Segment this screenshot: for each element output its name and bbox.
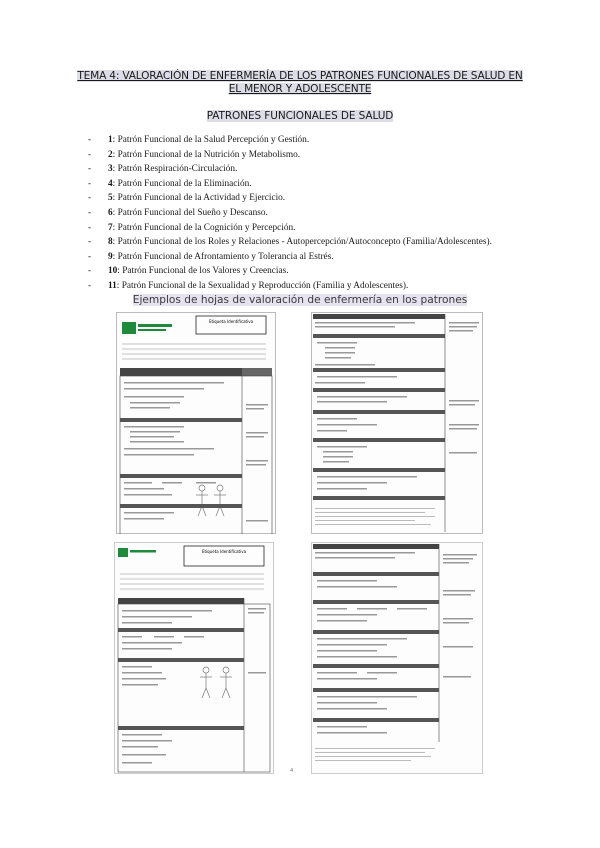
assessment-form-thumbnail-4 (311, 542, 483, 774)
assessment-form-thumbnail-3 (114, 542, 274, 774)
list-item (88, 162, 568, 177)
list-item (88, 133, 568, 148)
list-item (88, 264, 568, 279)
examples-caption (0, 294, 600, 306)
pattern-number: 6 (108, 207, 113, 218)
pattern-text: : Patrón Funcional de la Cognición y Percepción. (112, 222, 296, 233)
list-item (88, 148, 568, 163)
section-subtitle (0, 110, 600, 122)
pattern-text: : Patrón Funcional del Sueño y Descanso. (112, 207, 268, 218)
document-title-text: TEMA 4: VALORACIÓN DE ENFERMERÍA DE LOS PATRONES FUNCIONALES DE SALUD EN EL MENOR Y ADOLESCENTE (77, 70, 523, 95)
assessment-form-thumbnail-2 (311, 312, 483, 534)
pattern-number: 5 (108, 193, 113, 204)
document-title (70, 70, 530, 96)
list-item (88, 191, 568, 206)
label-header: Etiqueta Identificativa (208, 319, 254, 324)
pattern-number: 11 (108, 280, 117, 291)
pattern-text: : Patrón Funcional de los Roles y Relaciones - Autopercepción/Autoconcepto (Familia/Adolescentes). (112, 237, 492, 248)
pattern-number: 1 (108, 135, 113, 145)
examples-caption-text: Ejemplos de hojas de valoración de enfermería en los patrones (132, 294, 468, 306)
section-subtitle-text: PATRONES FUNCIONALES DE SALUD (206, 110, 394, 122)
patterns-list (88, 133, 568, 294)
pattern-number: 9 (108, 251, 113, 262)
pattern-number: 4 (108, 178, 113, 189)
pattern-number: 10 (108, 266, 118, 277)
pattern-text: : Patrón Funcional de la Nutrición y Metabolismo. (112, 149, 301, 160)
pattern-number: 2 (108, 149, 113, 160)
label-header: Etiqueta Identificativa (201, 549, 247, 554)
pattern-number: 3 (108, 164, 113, 175)
pattern-text: : Patrón Funcional de la Eliminación. (112, 178, 252, 189)
pattern-text: : Patrón Funcional de la Sexualidad y Reproducción (Familia y Adolescentes). (116, 280, 409, 291)
list-item (88, 221, 568, 236)
list-item (88, 206, 568, 221)
pattern-number: 8 (108, 237, 113, 248)
pattern-text: : Patrón Funcional de la Salud Percepción y Gestión. (112, 135, 310, 145)
list-item (88, 250, 568, 265)
list-item (88, 177, 568, 192)
pattern-text: : Patrón Funcional de la Actividad y Ejercicio. (112, 193, 286, 204)
list-item (88, 279, 568, 294)
pattern-number: 7 (108, 222, 113, 233)
pattern-text: : Patrón Funcional de los Valores y Creencias. (117, 266, 289, 277)
assessment-form-thumbnail-1 (116, 312, 276, 534)
page-number: 4 (290, 768, 294, 774)
pattern-text: : Patrón Funcional de Afrontamiento y Tolerancia al Estrés. (112, 251, 334, 262)
list-item (88, 235, 568, 250)
pattern-text: : Patrón Respiración-Circulación. (112, 164, 238, 175)
